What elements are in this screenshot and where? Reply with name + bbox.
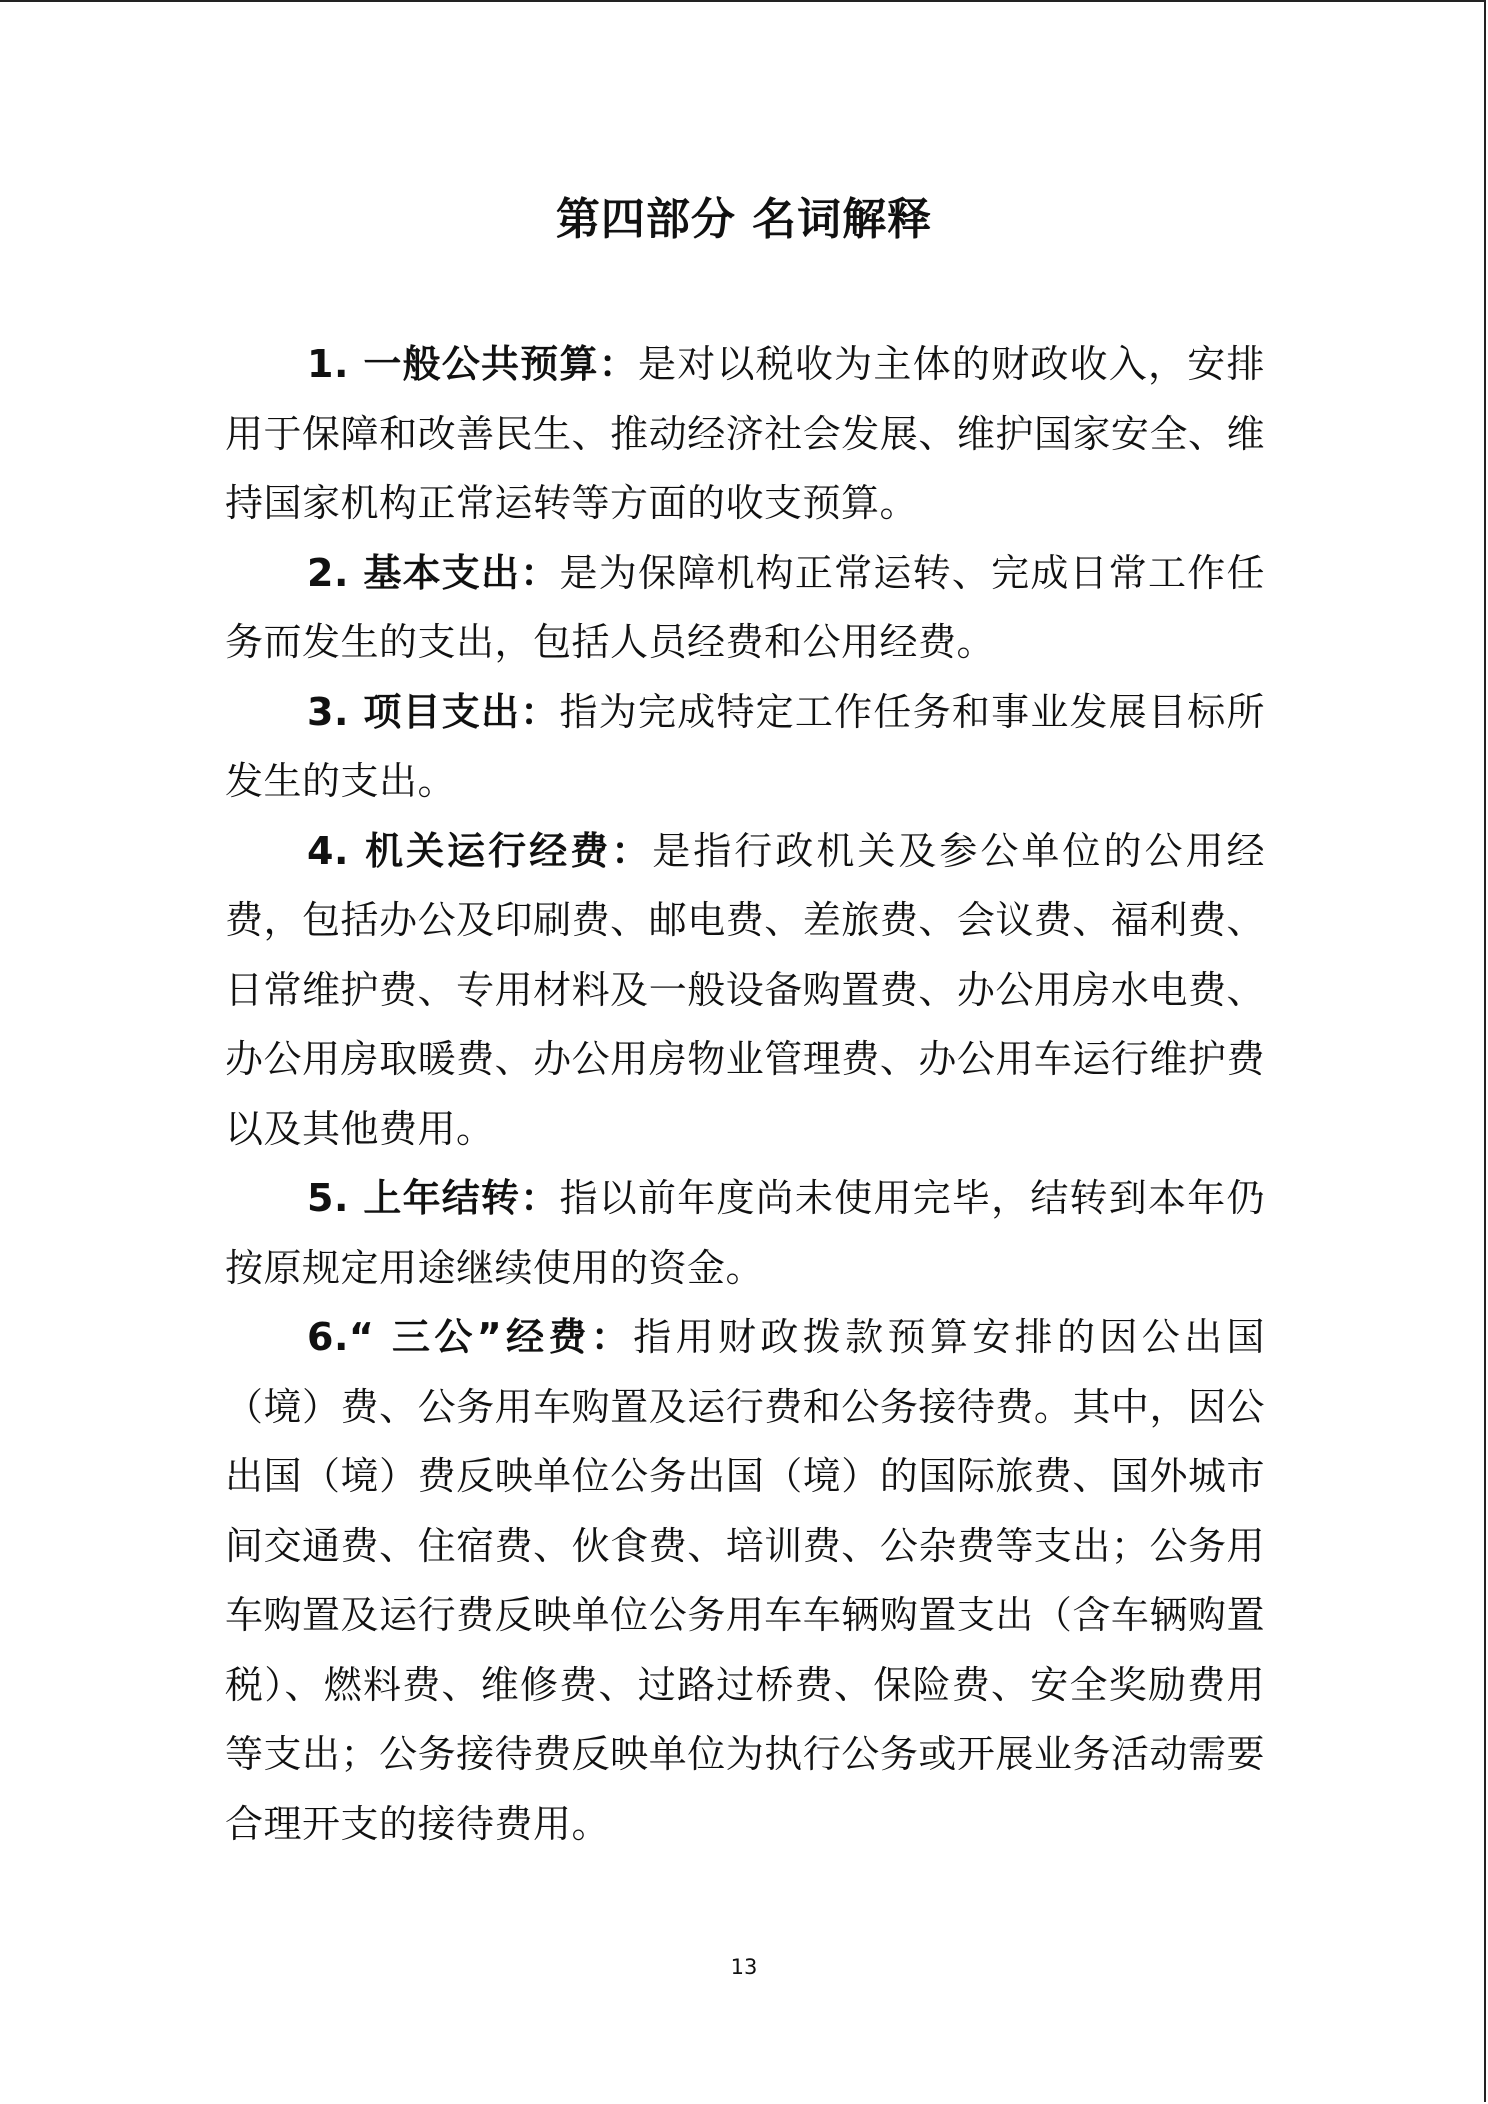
glossary-entry-basic-expenditure — [225, 539, 1265, 678]
glossary-definition: 是指行政机关及参公单位的公用经费，包括办公及印刷费、邮电费、差旅费、会议费、福利费、日常维护费、专用材料及一般设备购置费、办公用房水电费、办公用房取暖费、办公用房物业管理费、办公用车运行维护费以及其他费用。 — [225, 828, 1265, 1151]
glossary-definition: 是对以税收为主体的财政收入，安排用于保障和改善民生、推动经济社会发展、维护国家安全、维持国家机构正常运转等方面的收支预算。 — [225, 342, 1265, 525]
glossary-term: 2. 基本支出： — [307, 550, 560, 595]
page-title: 第四部分 名词解释 — [555, 194, 933, 245]
glossary-definition: 指以前年度尚未使用完毕，结转到本年仍按原规定用途继续使用的资金。 — [225, 1176, 1265, 1290]
glossary-term: 4. 机关运行经费： — [307, 828, 653, 873]
glossary-entry-agency-operating-costs — [225, 817, 1265, 1165]
glossary-entry-general-public-budget — [225, 330, 1265, 539]
glossary-entry-three-public-expenses — [225, 1303, 1265, 1859]
glossary-definition: 是为保障机构正常运转、完成日常工作任务而发生的支出，包括人员经费和公用经费。 — [225, 550, 1265, 664]
glossary-definition: 指用财政拨款预算安排的因公出国（境）费、公务用车购置及运行费和公务接待费。其中，因公出国（境）费反映单位公务出国（境）的国际旅费、国外城市间交通费、住宿费、伙食费、培训费、公杂费等支出；公务用车购置及运行费反映单位公务用车车辆购置支出（含车辆购置税）、燃料费、维修费、过路过桥费、保险费、安全奖励费用等支出；公务接待费反映单位为执行公务或开展业务活动需要合理开支的接待费用。 — [225, 1315, 1265, 1846]
glossary-body — [225, 330, 1265, 1859]
glossary-term: 5. 上年结转： — [307, 1176, 560, 1220]
glossary-definition: 指为完成特定工作任务和事业发展目标所发生的支出。 — [225, 689, 1265, 803]
glossary-term: 1. 一般公共预算： — [307, 342, 638, 386]
glossary-entry-prior-year-carryover — [225, 1164, 1265, 1303]
glossary-entry-project-expenditure — [225, 678, 1265, 817]
page-number: 13 — [730, 1955, 758, 1979]
glossary-term: 6.“ 三公”经费： — [307, 1315, 634, 1359]
glossary-term: 3. 项目支出： — [307, 689, 560, 734]
